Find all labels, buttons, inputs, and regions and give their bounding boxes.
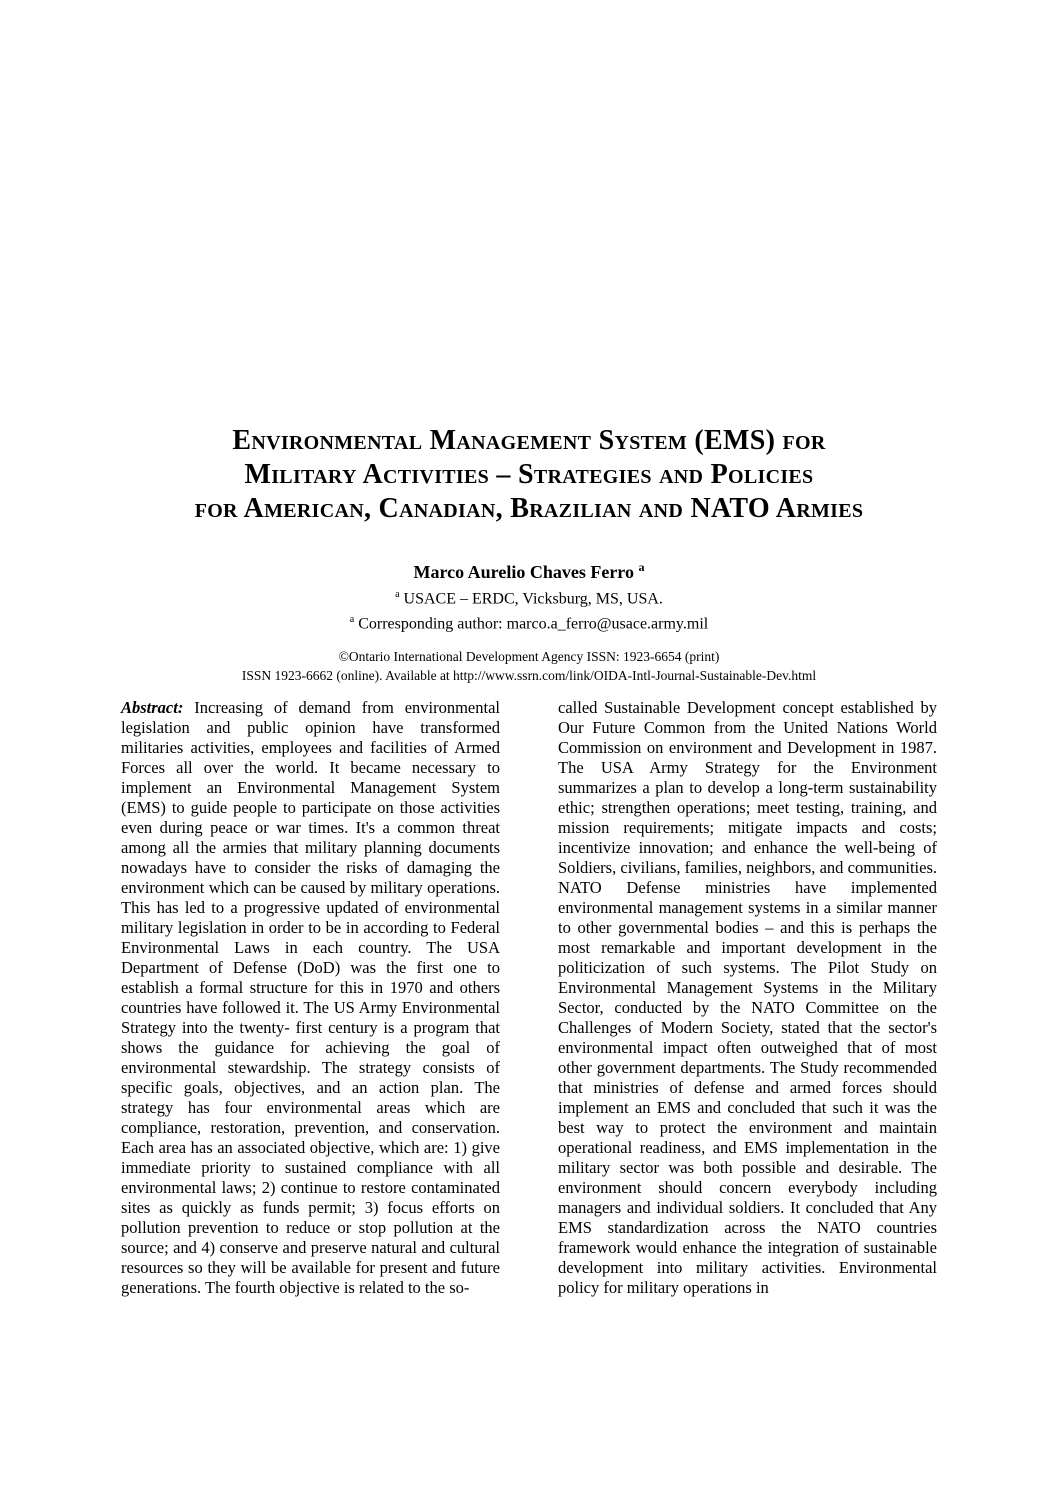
author-block (0, 556, 1058, 635)
abstract-text-left: Increasing of demand from environmental legislation and public opinion have transformed militaries activities, employees and facilities of Armed Forces all over the world. It became necessary to implement an Environmental Management System (EMS) to guide people to participate on those activities even during peace or war times. It's a common threat among all the armies that military planning documents nowadays have to consider the risks of damaging the environment which can be caused by military operations. This has led to a progressive updated of environmental military legislation in order to be in according to Federal Environmental Laws in each country. The USA Department of Defense (DoD) was the first one to establish a formal structure for this in 1970 and others countries have followed it. The US Army Environmental Strategy into the twenty- first century is a program that shows the guidance for achieving the goal of environmental stewardship. The strategy consists of specific goals, objectives, and an action plan. The strategy has four environmental areas which are compliance, restoration, prevention, and conservation. Each area has an associated objective, which are: 1) give immediate priority to sustained compliance with all environmental laws; 2) continue to restore contaminated sites as quickly as funds permit; 3) focus efforts on pollution prevention to reduce or stop pollution at the source; and 4) conserve and preserve natural and cultural resources so they will be available for present and future generations. The fourth objective is related to the so- (121, 698, 500, 1297)
issn-line-online: ISSN 1923-6662 (online). Available at http://www.ssrn.com/link/OIDA-Intl-Journal-Sustainable-Dev.html (241, 668, 817, 683)
abstract-column-left (121, 698, 500, 1298)
affiliation-text: USACE – ERDC, Vicksburg, MS, USA. (403, 590, 663, 608)
title-line-3: for American, Canadian, Brazilian and NATO Armies (194, 493, 864, 524)
abstract-columns (121, 698, 937, 1298)
abstract-column-right (558, 698, 937, 1298)
affiliation-superscript: a (395, 589, 400, 600)
issn-block (0, 647, 1058, 685)
corresponding-superscript: a (349, 614, 355, 626)
author-name-text: Marco Aurelio Chaves Ferro (413, 562, 634, 582)
abstract-label: Abstract: (121, 698, 184, 717)
corresponding-author (0, 609, 1058, 634)
corresponding-text: Corresponding author: marco.a_ferro@usace.army.mil (358, 615, 709, 633)
title-line-2: Military Activities – Strategies and Policies (244, 459, 814, 490)
paper-title (0, 424, 1058, 526)
abstract-text-right: called Sustainable Development concept established by Our Future Common from the United Nations World Commission on environment and Development in 1987. The USA Army Strategy for the Environment summarizes a plan to develop a long-term sustainability ethic; strengthen operations; meet testing, training, and mission requirements; mitigate impacts and costs; incentivize innovation; and enhance the well-being of Soldiers, civilians, families, neighbors, and communities. NATO Defense ministries have implemented environmental management systems in a similar manner to other governmental bodies – and this is perhaps the most remarkable and important development in the politicization of such systems. The Pilot Study on Environmental Management Systems in the Military Sector, conducted by the NATO Committee on the Challenges of Modern Society, stated that the sector's environmental impact often outweighed that of most other government departments. The Study recommended that ministries of defense and armed forces should implement an EMS and concluded that such it was the best way to protect the environment and maintain operational readiness, and EMS implementation in the military sector was both possible and desirable. The environment should concern everybody including managers and individual soldiers. It concluded that Any EMS standardization across the NATO countries framework would enhance the integration of sustainable development into military activities. Environmental policy for military operations in (558, 698, 937, 1297)
title-line-1: Environmental Management System (EMS) for (232, 425, 826, 456)
author-affiliation (0, 584, 1058, 609)
issn-line-print: ©Ontario International Development Agency ISSN: 1923-6654 (print) (338, 649, 720, 664)
author-superscript: a (638, 560, 645, 574)
author-name (0, 556, 1058, 584)
